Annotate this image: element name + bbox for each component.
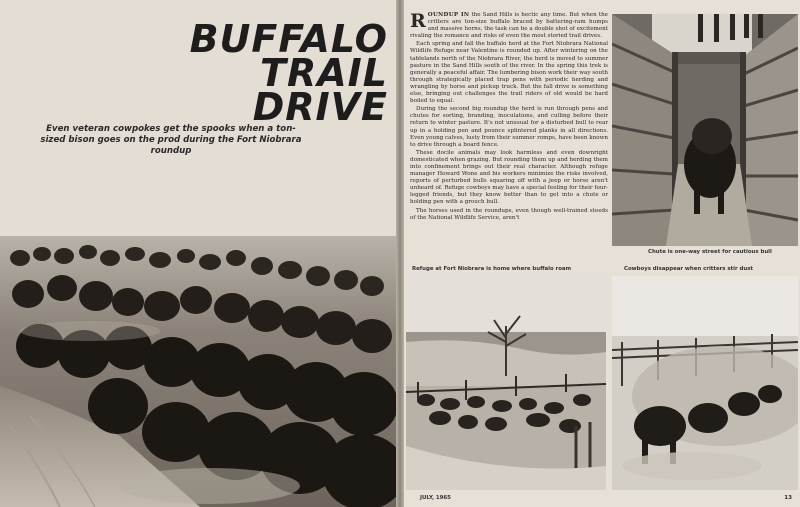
page-gutter bbox=[396, 0, 404, 507]
article-paragraph: The horses used in the roundups, even though well-trained steeds of the National Wildlife Service, aren't bbox=[410, 207, 608, 221]
page-number: 13 bbox=[784, 495, 792, 501]
article-paragraph: During the second big roundup the herd is run through pens and chutes for sorting, branding, inoculations, and culling before their return to winter pasture. It's not unusual for a disturbed bull to rear up in a holding pen and pounce splintered planks in all directions. Even young calves, lusty from their summer romps, have been known to drive through a board fence. bbox=[410, 106, 608, 148]
article-paragraph: These docile animals may look harmless and even downright domesticated when grazing. But rounding them up and herding them into confinement brings out their real character. Although refuge manager Howard Wone and his workers minimize the risks involved, reports of perturbed bulls squaring off with a jeep or horse aren't unheard of. Refuge cowboys may have a special feeling for their four-legged friends, but they know better than to get into a chute or holding pen with a grouch bull. bbox=[410, 149, 608, 206]
lead-in: OUNDUP IN bbox=[427, 12, 470, 18]
article-paragraph bbox=[410, 12, 608, 40]
cowboys-dust-photo bbox=[612, 276, 798, 490]
article-title bbox=[128, 17, 388, 129]
buffalo-herd-illustration bbox=[0, 236, 396, 507]
title-line: DRIVE bbox=[252, 85, 388, 129]
article-body bbox=[410, 12, 608, 223]
folio-date: JULY, 1965 bbox=[420, 495, 451, 501]
refuge-photo bbox=[406, 276, 606, 490]
drop-cap: R bbox=[410, 10, 426, 32]
refuge-illustration bbox=[406, 276, 606, 490]
article-paragraph: Each spring and fall the buffalo herd at the Fort Niobrara National Wildlife Refuge near Valentine is rounded up. After wintering on the tablelands north of the Niobrara River, the herd is moved to summer pasture in the Sand Hills south of the river. In the spring this trek is generally a peaceful affair. The lumbering bison work their way south through strategically placed trap pens with periodic herding and wrangling by horse and pickup truck. But the fall drive is something else, bringing out challenges the trail riders of old would be hard boiled to equal. bbox=[410, 41, 608, 105]
chute-photo bbox=[612, 14, 798, 246]
chute-illustration bbox=[612, 14, 798, 246]
caption-refuge: Refuge at Fort Niobrara is home where buffalo roam bbox=[412, 266, 572, 272]
paragraph-text: the Sand Hills is hectic any time. But when the critters are ton-size buffalo braced by battering-ram humps and massive horns, the task can be a double shot of excitement rivaling the romance and risks of even the most storied trail drives. bbox=[410, 12, 608, 40]
caption-chute: Chute is one-way street for cautious bull bbox=[648, 249, 772, 255]
left-page bbox=[0, 0, 398, 507]
title-line: TRAIL bbox=[260, 51, 388, 95]
dust-illustration bbox=[612, 276, 798, 490]
article-subtitle: Even veteran cowpokes get the spooks when a ton-sized bison goes on the prod during the Fort Niobrara roundup bbox=[40, 124, 302, 156]
right-page bbox=[404, 0, 800, 507]
buffalo-herd-photo bbox=[0, 236, 396, 507]
title-line: BUFFALO bbox=[189, 17, 388, 61]
caption-cowboys: Cowboys disappear when critters stir dust bbox=[624, 266, 753, 272]
